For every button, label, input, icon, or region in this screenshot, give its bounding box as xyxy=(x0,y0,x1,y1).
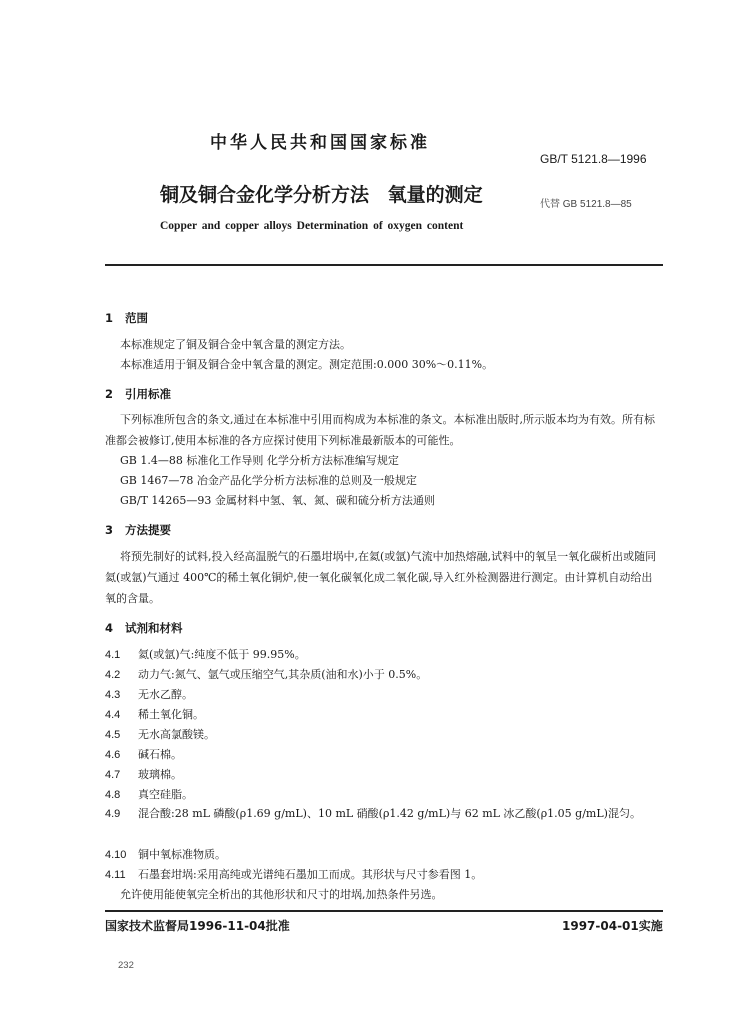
page-number: 232 xyxy=(118,960,134,971)
top-divider xyxy=(105,264,663,266)
paragraph-line: 本标准适用于铜及铜合金中氧含量的测定。测定范围:0.000 30%～0.11%。 xyxy=(120,358,494,371)
paragraph: 将预先制好的试料,投入经高温脱气的石墨坩埚中,在氦(或氩)气流中加热熔融,试料中的氧呈一氧化碳析出或随同氦(或氩)气通过 400℃的稀土氧化铜炉,使一氧化碳氧化成二氧化碳,导入红外检测器进行测定。由计算机自动给出氧的含量。 xyxy=(105,550,657,605)
item-text: 动力气:氮气、氩气或压缩空气,其杂质(油和水)小于 0.5%。 xyxy=(138,668,428,681)
section-4-heading xyxy=(105,620,183,636)
item-number: 4.1 xyxy=(105,649,121,661)
section-number: 1 xyxy=(105,311,114,325)
implementation-date: 1997-04-01实施 xyxy=(562,919,663,933)
item-number: 4.7 xyxy=(105,769,121,781)
section-title: 方法提要 xyxy=(125,523,171,537)
section-3-heading xyxy=(105,522,171,538)
section-title: 范围 xyxy=(125,311,148,325)
list-item xyxy=(105,686,193,702)
document-title-cn: 铜及铜合金化学分析方法 氧量的测定 xyxy=(160,184,483,206)
list-item xyxy=(105,866,482,882)
item-number: 4.9 xyxy=(105,808,121,820)
list-item xyxy=(105,646,306,662)
item-number: 4.2 xyxy=(105,669,121,681)
list-item xyxy=(105,786,193,802)
item-text: 真空硅脂。 xyxy=(138,788,193,801)
list-item xyxy=(105,846,226,862)
item-text: 无水乙醇。 xyxy=(138,688,193,701)
list-item xyxy=(105,803,662,825)
national-standard-heading: 中华人民共和国国家标准 xyxy=(210,133,430,153)
list-item xyxy=(105,746,182,762)
bottom-divider xyxy=(105,910,663,912)
list-item xyxy=(105,726,215,742)
section-number: 4 xyxy=(105,621,114,635)
item-text: 稀土氧化铜。 xyxy=(138,708,204,721)
standard-number: GB/T 5121.8—1996 xyxy=(540,152,647,166)
section-1-heading xyxy=(105,310,148,326)
section-number: 2 xyxy=(105,387,114,401)
item-number: 4.11 xyxy=(105,869,126,881)
section-2-heading xyxy=(105,386,171,402)
paragraph: 下列标准所包含的条文,通过在本标准中引用而构成为本标准的条文。本标准出版时,所示版本均为有效。所有标准都会被修订,使用本标准的各方应探讨使用下列标准最新版本的可能性。 xyxy=(105,413,655,447)
item-text: 石墨套坩埚:采用高纯或光谱纯石墨加工而成。其形状与尺寸参看图 1。 xyxy=(138,868,483,881)
section-number: 3 xyxy=(105,523,114,537)
item-text: 氦(或氩)气:纯度不低于 99.95%。 xyxy=(138,648,306,661)
section-title: 引用标准 xyxy=(125,387,171,401)
item-text: 无水高氯酸镁。 xyxy=(138,728,215,741)
item-text: 混合酸:28 mL 磷酸(ρ1.69 g/mL)、10 mL 硝酸(ρ1.42 g/mL)与 62 mL 冰乙酸(ρ1.05 g/mL)混匀。 xyxy=(138,807,641,820)
item-number: 4.4 xyxy=(105,709,121,721)
item-number: 4.3 xyxy=(105,689,121,701)
list-item xyxy=(105,706,204,722)
replaces-standard: 代替 GB 5121.8—85 xyxy=(540,199,632,210)
note-text: 允许使用能使氧完全析出的其他形状和尺寸的坩埚,加热条件另选。 xyxy=(120,888,443,901)
reference-item: GB 1.4—88 标准化工作导则 化学分析方法标准编写规定 xyxy=(120,454,399,467)
item-text: 玻璃棉。 xyxy=(138,768,182,781)
document-title-en: Copper and copper alloys Determination of oxygen content xyxy=(160,220,464,232)
item-number: 4.10 xyxy=(105,849,127,861)
section-title: 试剂和材料 xyxy=(125,621,183,635)
reference-item: GB 1467—78 冶金产品化学分析方法标准的总则及一般规定 xyxy=(120,474,417,487)
item-number: 4.8 xyxy=(105,789,121,801)
approval-date: 国家技术监督局1996-11-04批准 xyxy=(105,919,290,933)
item-text: 铜中氧标准物质。 xyxy=(138,848,226,861)
item-text: 碱石棉。 xyxy=(138,748,182,761)
list-item xyxy=(105,766,182,782)
paragraph-line: 本标准规定了铜及铜合金中氧含量的测定方法。 xyxy=(120,338,351,351)
item-number: 4.5 xyxy=(105,729,121,741)
item-number: 4.6 xyxy=(105,749,121,761)
reference-item: GB/T 14265—93 金属材料中氢、氧、氮、碳和硫分析方法通则 xyxy=(120,494,435,507)
list-item xyxy=(105,666,427,682)
